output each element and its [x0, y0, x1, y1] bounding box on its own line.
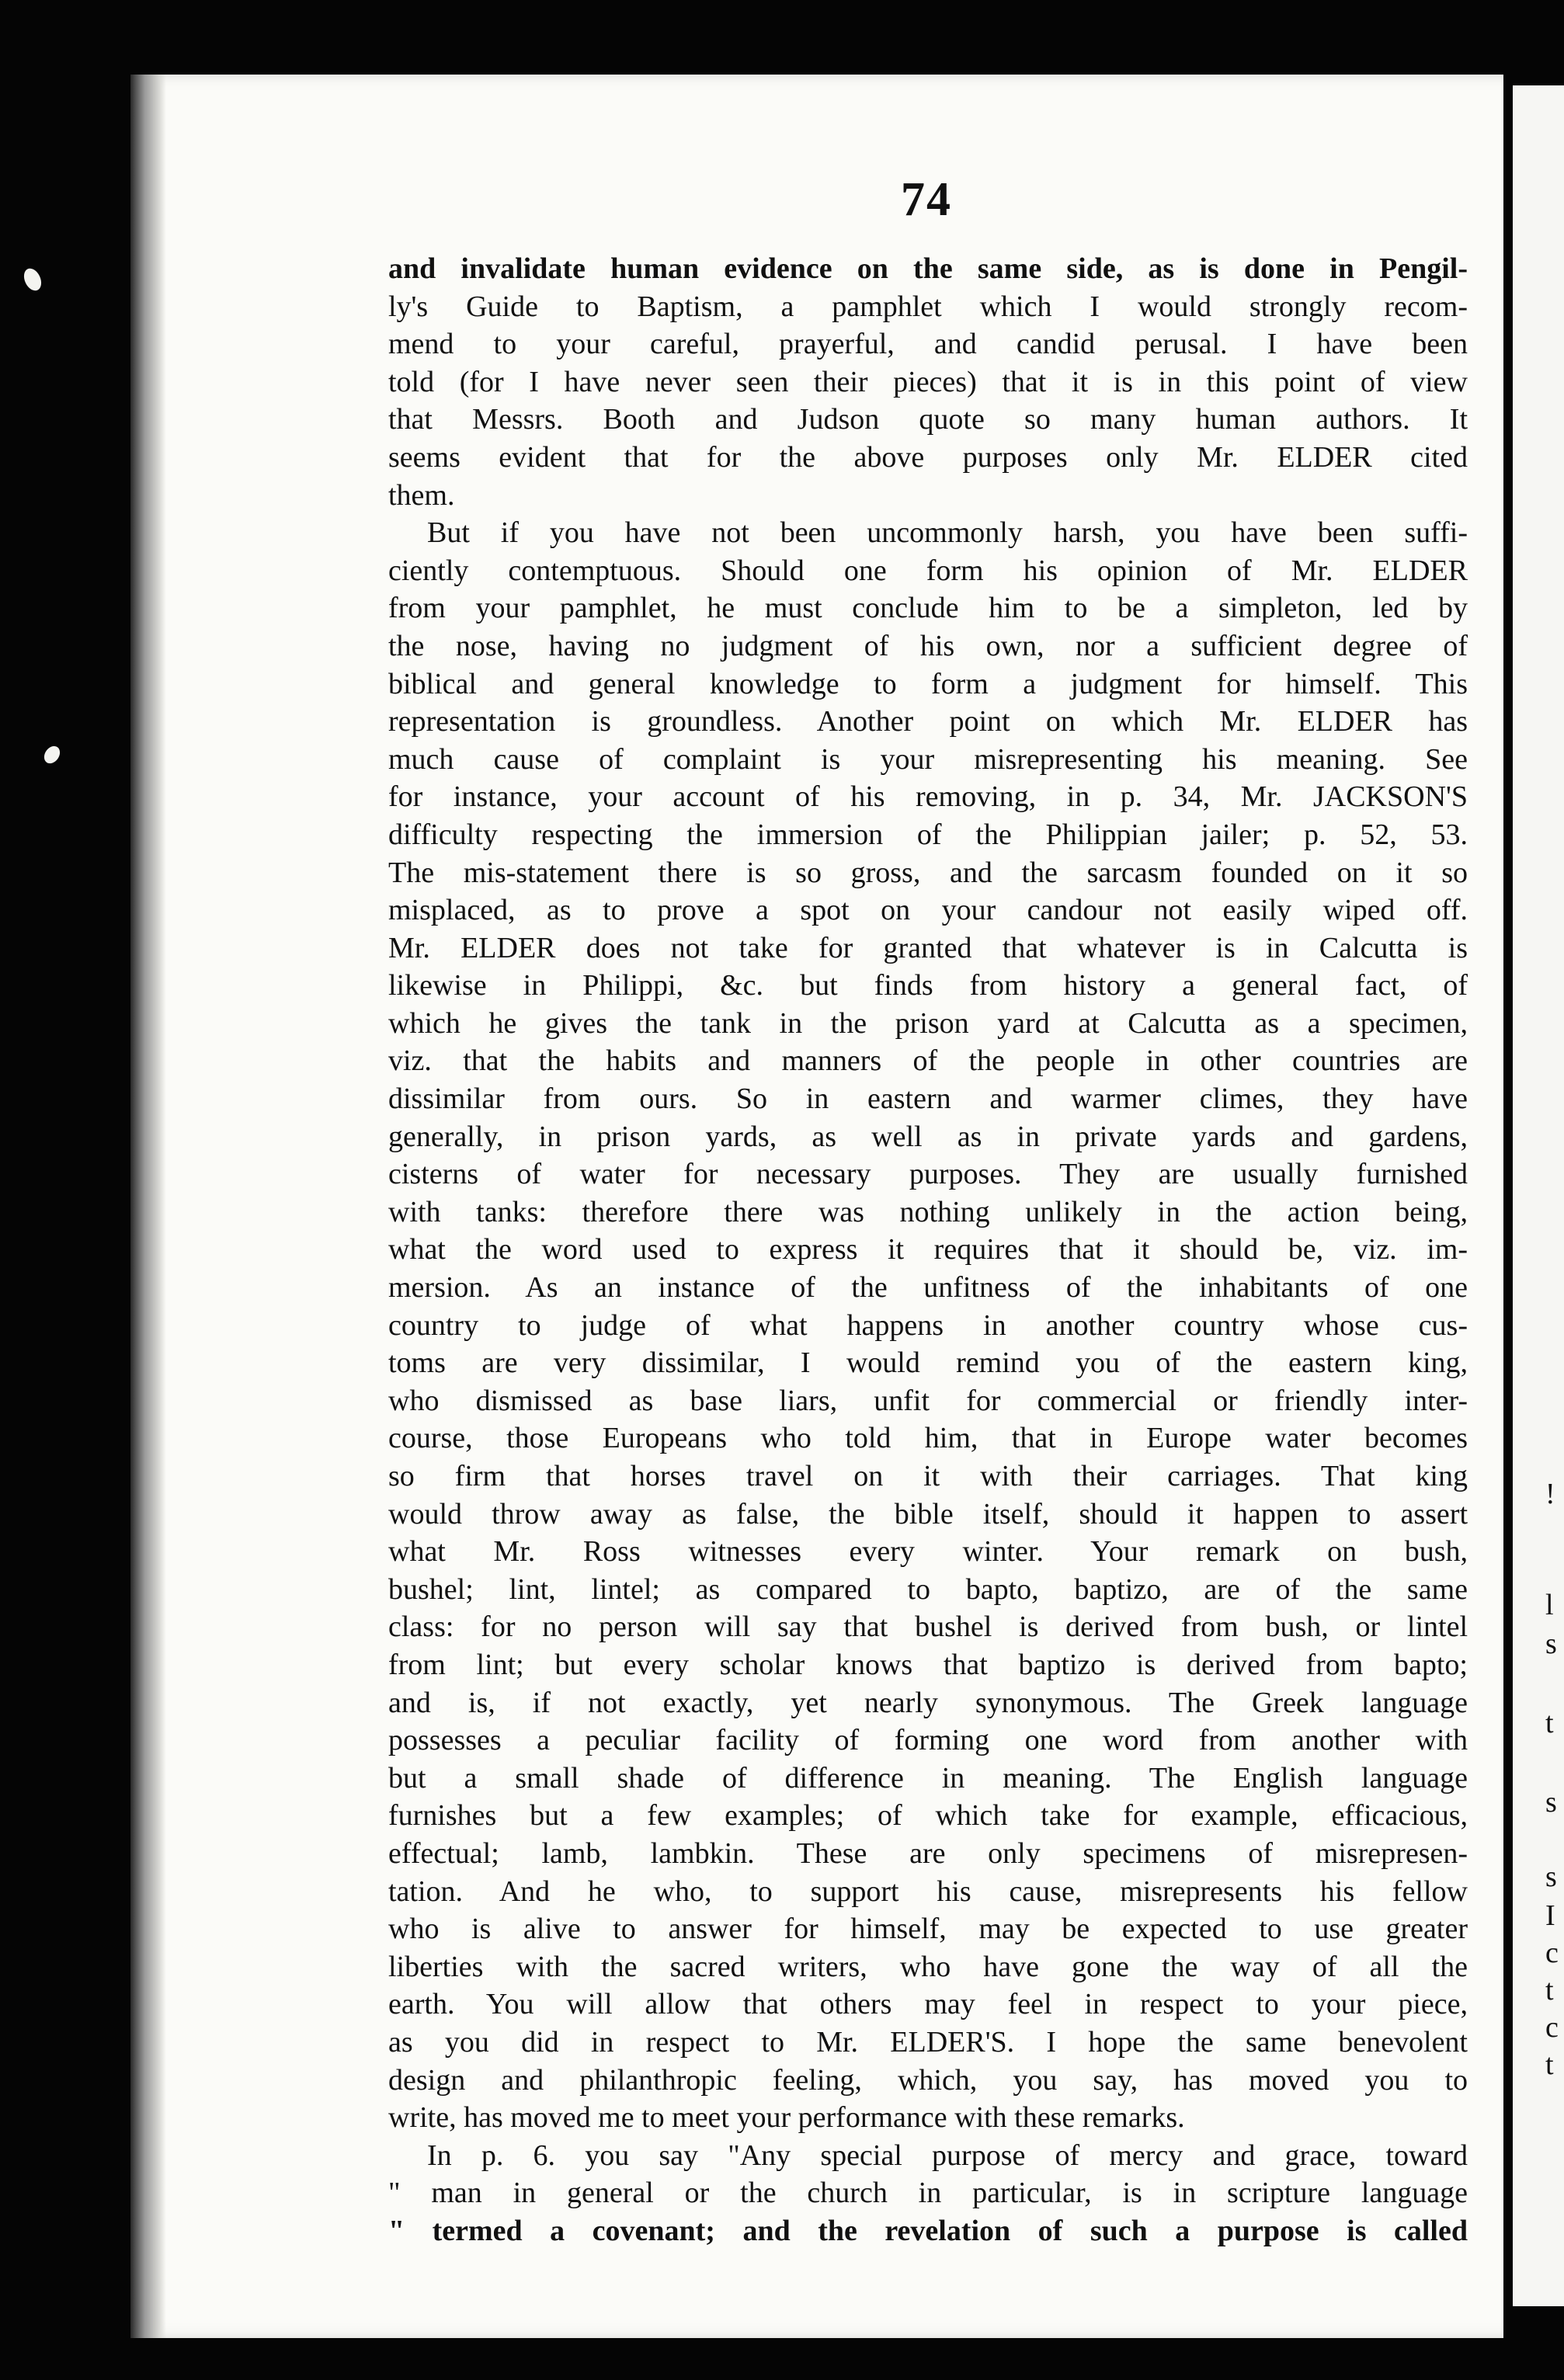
text-line: country to judge of what happens in another country whose cus-	[388, 1308, 1468, 1342]
text-line: design and philanthropic feeling, which, you say, has moved you to	[388, 2063, 1468, 2097]
text-line: misplaced, as to prove a spot on your candour not easily wiped off.	[388, 894, 1468, 927]
text-line: from lint; but every scholar knows that baptizo is derived from bapto;	[388, 1648, 1468, 1681]
text-line: who is alive to answer for himself, may be expected to use greater	[388, 1913, 1468, 1946]
adjacent-page-fragment: s	[1545, 1628, 1557, 1660]
text-line: viz. that the habits and manners of the people in other countries are	[388, 1044, 1468, 1078]
text-line: likewise in Philippi, &c. but finds from history a general fact, of	[388, 969, 1468, 1002]
text-line: furnishes but a few examples; of which take for example, efficacious,	[388, 1799, 1468, 1833]
text-line: course, those Europeans who told him, that in Europe water becomes	[388, 1422, 1468, 1455]
text-line: write, has moved me to meet your performance with these remarks.	[388, 2101, 1185, 2135]
text-line: bushel; lint, lintel; as compared to bapto, baptizo, are of the same	[388, 1572, 1468, 1606]
adjacent-page-fragment: s	[1545, 1786, 1557, 1819]
text-line: ly's Guide to Baptism, a pamphlet which I would strongly recom-	[388, 290, 1468, 323]
text-line: dissimilar from ours. So in eastern and warmer climes, they have	[388, 1082, 1468, 1116]
text-line: In p. 6. you say "Any special purpose of mercy and grace, toward	[427, 2139, 1468, 2172]
adjacent-page-fragment: c	[1545, 2011, 1559, 2044]
adjacent-page-fragment: c	[1545, 1937, 1559, 1969]
text-line: and is, if not exactly, yet nearly synonymous. The Greek language	[388, 1686, 1468, 1719]
text-line: ciently contemptuous. Should one form his opinion of Mr. ELDER	[388, 554, 1468, 587]
text-line: But if you have not been uncommonly harsh, you have been suffi-	[427, 516, 1468, 550]
text-line: mersion. As an instance of the unfitness of the inhabitants of one	[388, 1271, 1468, 1305]
text-line: difficulty respecting the immersion of the Philippian jailer; p. 52, 53.	[388, 818, 1468, 851]
text-line: from your pamphlet, he must conclude him to be a simpleton, led by	[388, 592, 1468, 625]
text-line: with tanks: therefore there was nothing unlikely in the action being,	[388, 1195, 1468, 1228]
text-line: effectual; lamb, lambkin. These are only specimens of misrepresen-	[388, 1836, 1468, 1870]
text-line: the nose, having no judgment of his own, nor a sufficient degree of	[388, 629, 1468, 662]
page-number: 74	[901, 173, 952, 226]
text-line: that Messrs. Booth and Judson quote so many human authors. It	[388, 403, 1468, 436]
text-line: as you did in respect to Mr. ELDER'S. I hope the same benevolent	[388, 2025, 1468, 2059]
text-line: which he gives the tank in the prison yard at Calcutta as a specimen,	[388, 1006, 1468, 1040]
text-line: what Mr. Ross witnesses every winter. Your remark on bush,	[388, 1535, 1468, 1569]
text-line: but a small shade of difference in meaning. The English language	[388, 1761, 1468, 1795]
text-line: The mis-statement there is so gross, and the sarcasm founded on it so	[388, 856, 1468, 889]
text-line: generally, in prison yards, as well as in private yards and gardens,	[388, 1120, 1468, 1153]
adjacent-page-fragment: !	[1545, 1478, 1555, 1510]
text-line: liberties with the sacred writers, who have gone the way of all the	[388, 1950, 1468, 1983]
adjacent-page-edge	[1513, 85, 1564, 2306]
text-line: told (for I have never seen their pieces) that it is in this point of view	[388, 365, 1468, 398]
adjacent-page-fragment: s	[1545, 1861, 1557, 1893]
text-line: representation is groundless. Another point on which Mr. ELDER has	[388, 705, 1468, 738]
text-line: for instance, your account of his removing, in p. 34, Mr. JACKSON'S	[388, 780, 1468, 814]
text-line: possesses a peculiar facility of forming one word from another with	[388, 1724, 1468, 1757]
text-line: biblical and general knowledge to form a judgment for himself. This	[388, 667, 1468, 700]
text-line: mend to your careful, prayerful, and candid perusal. I have been	[388, 328, 1468, 361]
text-line: so firm that horses travel on it with their carriages. That king	[388, 1460, 1468, 1492]
text-line: would throw away as false, the bible itself, should it happen to assert	[388, 1497, 1468, 1530]
text-line: them.	[388, 478, 455, 512]
text-line: " man in general or the church in particular, is in scripture language	[388, 2177, 1468, 2210]
body-text	[388, 250, 1468, 2250]
text-line: tation. And he who, to support his cause, misrepresents his fellow	[388, 1874, 1468, 1908]
text-line: who dismissed as base liars, unfit for commercial or friendly inter-	[388, 1384, 1468, 1417]
text-line: " termed a covenant; and the revelation of such a purpose is called	[388, 2214, 1468, 2247]
adjacent-page-fragment: I	[1545, 1899, 1555, 1932]
text-line: seems evident that for the above purposes only Mr. ELDER cited	[388, 440, 1468, 474]
adjacent-page-fragment: t	[1545, 1974, 1554, 2006]
adjacent-page-fragment: l	[1545, 1589, 1554, 1621]
adjacent-page-fragment: t	[1545, 2048, 1554, 2081]
text-line: Mr. ELDER does not take for granted that whatever is in Calcutta is	[388, 931, 1468, 964]
adjacent-page-fragment: t	[1545, 1707, 1554, 1739]
text-line: earth. You will allow that others may feel in respect to your piece,	[388, 1988, 1468, 2021]
text-line: much cause of complaint is your misrepresenting his meaning. See	[388, 742, 1468, 776]
text-line: class: for no person will say that bushel is derived from bush, or lintel	[388, 1610, 1468, 1644]
page-gutter	[130, 75, 166, 2338]
text-line: toms are very dissimilar, I would remind you of the eastern king,	[388, 1346, 1468, 1380]
text-line: and invalidate human evidence on the same side, as is done in Pengil-	[388, 252, 1468, 285]
text-line: cisterns of water for necessary purposes. They are usually furnished	[388, 1158, 1468, 1191]
text-line: what the word used to express it requires that it should be, viz. im-	[388, 1233, 1468, 1266]
